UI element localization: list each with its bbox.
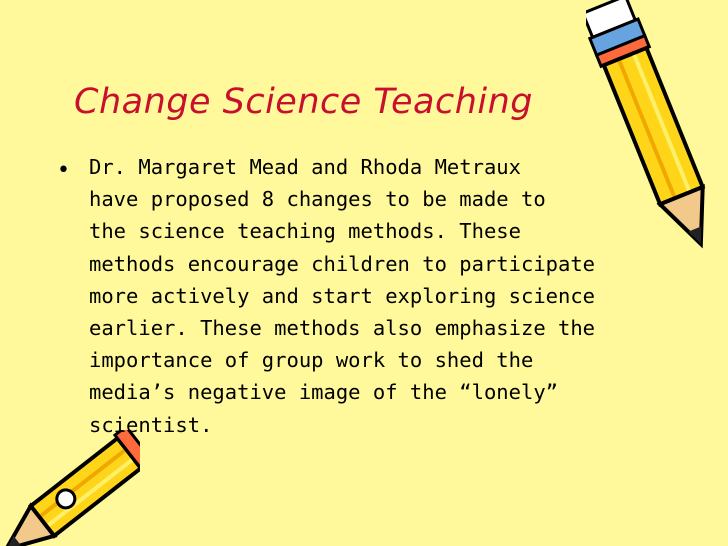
pencil-icon <box>0 430 140 546</box>
bullet-marker: • <box>57 158 70 183</box>
slide-title: Change Science Teaching <box>74 82 534 122</box>
bullet-text: Dr. Margaret Mead and Rhoda Metraux have proposed 8 changes to be made to the science teaching methods. These methods encourage children to participate more actively and start exploring science earlier. These methods also emphasize the importance of group work to shed the media’s negative image of the “lonely” scientist. <box>89 155 596 437</box>
